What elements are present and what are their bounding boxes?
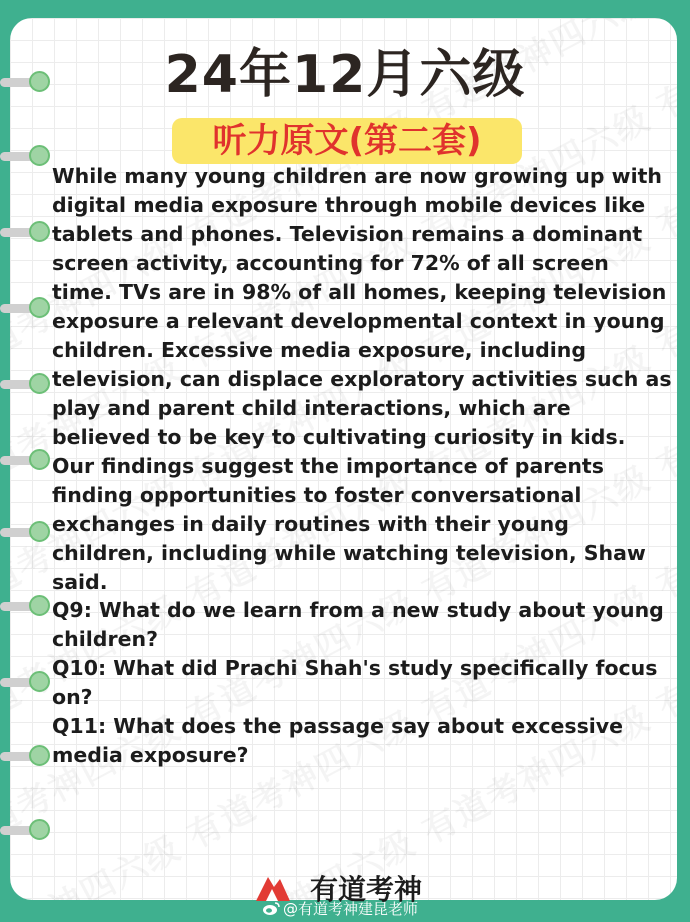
page-title: 24年12月六级 bbox=[164, 45, 526, 105]
binder-ring bbox=[0, 150, 52, 162]
binder-ring bbox=[0, 302, 52, 314]
page-subtitle: 听力原文(第二套) bbox=[172, 118, 522, 164]
binder-ring bbox=[0, 750, 52, 762]
question-item: Q9: What do we learn from a new study about young children? bbox=[52, 598, 664, 651]
question-list bbox=[52, 596, 672, 770]
weibo-icon bbox=[262, 901, 280, 916]
question-item: Q11: What does the passage say about excessive media exposure? bbox=[52, 714, 624, 767]
credit-text: @有道考神建昆老师 bbox=[283, 900, 419, 918]
binder-ring bbox=[0, 378, 52, 390]
binder-ring bbox=[0, 676, 52, 688]
binder-ring bbox=[0, 226, 52, 238]
binder-ring bbox=[0, 824, 52, 836]
logo-text: 有道考神 bbox=[310, 873, 423, 906]
binder-ring bbox=[0, 454, 52, 466]
passage-text: While many young children are now growing up with digital media exposure through mobile devices like tablets and phones. Television remains a dominant screen activity, accounting for 72% of all screen time. TVs are in 98% of all homes, keeping television exposure a relevant developmental context in young children. Excessive media exposure, including television, can displace exploratory activities such as play and parent child interactions, which are believed to be key to cultivating curiosity in kids. Our findings suggest the importance of parents finding opportunities to foster conversational exchanges in daily routines with their young children, including while watching television, Shaw said. bbox=[52, 164, 672, 594]
binder-ring bbox=[0, 526, 52, 538]
question-item: Q10: What did Prachi Shah's study specifically focus on? bbox=[52, 656, 658, 709]
binder-ring bbox=[0, 600, 52, 612]
author-credit bbox=[262, 898, 418, 919]
